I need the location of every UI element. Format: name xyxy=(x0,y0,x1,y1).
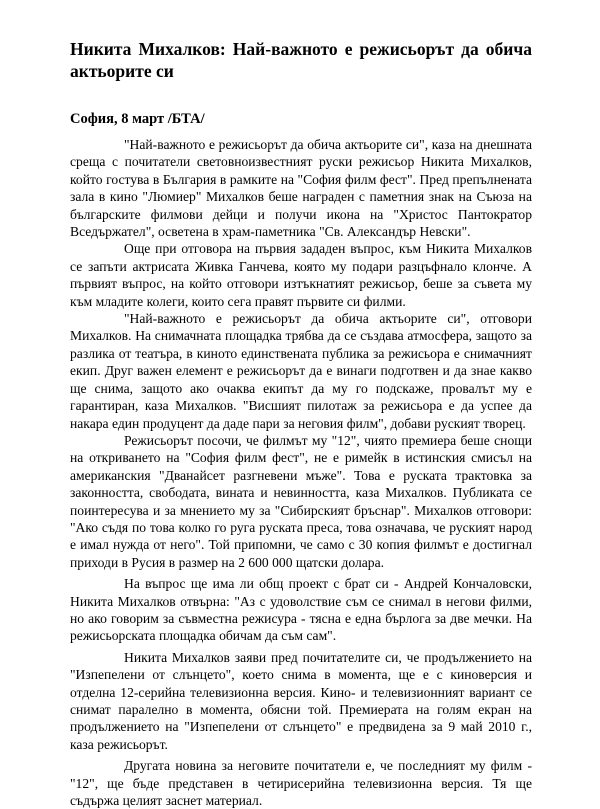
article-paragraph: На въпрос ще има ли общ проект с брат си - Андрей Кончаловски, Никита Михалков отвърна: "Аз с удоволствие съм се снимал в негови филми, но ако говорим за съвместна режисура - тясна е една бърлога за две мечки. На режисьорската площадка обичам да съм сам". xyxy=(70,576,532,644)
article-paragraph: Никита Михалков заяви пред почитателите си, че продължението на "Изпепелени от слънцето", което снима в момента, ще е с киноверсия и отделна 12-серийна телевизионна версия. Кино- и телевизионният вариант се снимат паралелно в момента, обясни той. Премиерата на голям екран на продължението на "Изпепелени от слънцето" е предвидена за 9 май 2010 г., каза режисьорът. xyxy=(70,649,532,752)
article-dateline: София, 8 март /БТА/ xyxy=(70,111,205,127)
article-body xyxy=(70,136,532,809)
article-paragraph: "Най-важното е режисьорът да обича актьорите си", каза на днешната среща с почитатели световноизвестният руски режисьор Никита Михалков, който гостува в България в рамките на "София филм фест". Пред препълнената зала в кино "Люмиер" Михалков беше награден с паметния знак на Съюза на българските филмови дейци и получи икона на "Христос Пантократор Вседържател", осветена в храм-паметника "Св. Александър Невски". xyxy=(70,137,532,240)
article-paragraph: Още при отговора на първия зададен въпрос, към Никита Михалков се запъти актрисата Живка Ганчева, която му подари разцъфнало клонче. А първият въпрос, на който отговори изтъкнатият режисьор, беше за съвета му към младите колеги, които сега правят първите си филми. xyxy=(70,241,532,309)
article-title: Никита Михалков: Най-важното е режисьорът да обича актьорите си xyxy=(70,39,532,81)
article-paragraph: Другата новина за неговите почитатели е, че последният му филм - "12", ще бъде представен в четирисерийна телевизионна версия. Тя ще съдържа целият заснет материал. xyxy=(70,758,532,809)
article-paragraph: "Най-важното е режисьорът да обича актьорите си", отговори Михалков. На снимачната площадка трябва да се създава атмосфера, защото за разлика от театъра, в киното единствената публика за режисьора е снимачният екип. Друг важен елемент е режисьорът да е винаги подготвен и да знае какво ще снима, защото ако очаква екипът да му го подскаже, провалът му е гарантиран, каза Михалков. "Висшият пилотаж за режисьора е да успее да накара един продуцент да даде пари за неговия филм", добави руският творец. xyxy=(70,311,532,431)
article-paragraph: Режисьорът посочи, че филмът му "12", чиято премиера беше снощи на откриването на "София филм фест", не е римейк в истинския смисъл на американския "Дванайсет разгневени мъже". Това е руската трактовка за законността, свободата, вината и невинността, каза Михалков. Публиката се поинтересува и за мнението му за "Сибирският бръснар". Михалков отговори: "Ако съдя по това колко го руга руската преса, това означава, че руският народ е имал нужда от него". Той припомни, че само с 30 копия филмът е достигнал приходи в Русия в размер на 2 600 000 щатски долара. xyxy=(70,432,532,570)
